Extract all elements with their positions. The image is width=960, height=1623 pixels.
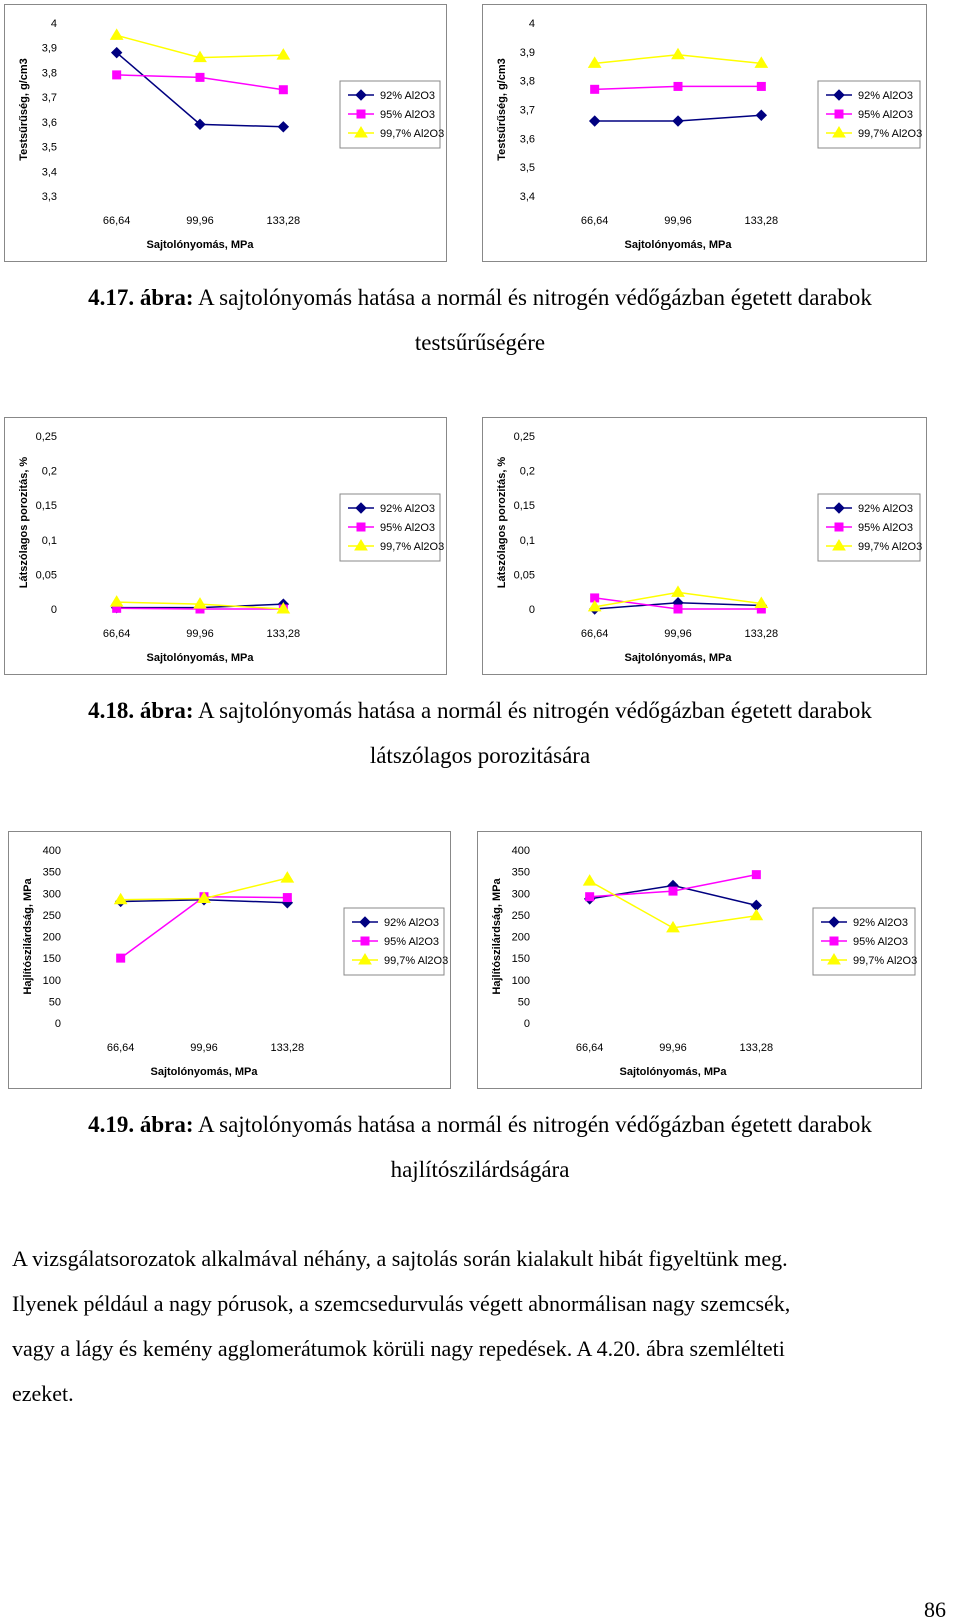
data-point xyxy=(586,893,594,901)
legend-entry: 92% Al2O3 xyxy=(858,503,914,515)
y-tick-label: 3,8 xyxy=(41,67,57,80)
caption-text-line2: hajlítószilárdságára xyxy=(390,1157,570,1182)
caption-4-18 xyxy=(0,688,960,778)
legend-entry: 99,7% Al2O3 xyxy=(380,128,445,140)
legend-entry: 95% Al2O3 xyxy=(380,522,436,534)
legend-entry: 95% Al2O3 xyxy=(858,522,914,534)
y-tick-label: 0,05 xyxy=(513,569,535,582)
data-point xyxy=(830,937,838,945)
chart-porosity-normal xyxy=(4,417,447,675)
chart-svg xyxy=(478,832,921,1088)
data-point xyxy=(757,82,765,90)
y-tick-label: 100 xyxy=(511,974,530,987)
y-tick-label: 0,15 xyxy=(513,500,535,513)
data-point xyxy=(669,887,677,895)
y-tick-label: 3,6 xyxy=(41,116,57,129)
x-tick-label: 66,64 xyxy=(102,628,131,640)
y-tick-label: 3,5 xyxy=(519,162,535,175)
y-tick-label: 400 xyxy=(511,845,530,857)
chart-density-normal xyxy=(4,4,447,262)
x-tick-label: 133,28 xyxy=(266,215,301,227)
y-tick-label: 300 xyxy=(42,888,61,901)
data-point xyxy=(835,110,843,118)
legend-entry: 92% Al2O3 xyxy=(380,503,436,515)
y-tick-label: 0 xyxy=(54,1018,61,1030)
y-tick-label: 3,8 xyxy=(519,75,535,88)
paragraph-line: vagy a lágy és kemény agglomerátumok körüli nagy repedések. A 4.20. ábra szemlélteti xyxy=(12,1336,785,1361)
chart-strength-normal xyxy=(8,831,451,1089)
y-tick-label: 150 xyxy=(42,953,61,966)
y-tick-label: 0 xyxy=(50,604,57,616)
data-point xyxy=(115,894,127,904)
page-number: 86 xyxy=(924,1597,946,1622)
legend-entry: 99,7% Al2O3 xyxy=(380,541,445,553)
x-tick-label: 66,64 xyxy=(580,215,609,227)
x-tick-label: 133,28 xyxy=(744,215,779,227)
y-axis-label: Látszólagos porozitás, % xyxy=(18,456,30,589)
y-axis-label: Testsűrűség, g/cm3 xyxy=(496,58,508,161)
caption-number: 4.19. xyxy=(88,1112,135,1137)
y-tick-label: 400 xyxy=(42,845,61,857)
data-point xyxy=(672,586,684,596)
data-point xyxy=(674,82,682,90)
y-tick-label: 50 xyxy=(48,996,61,1009)
data-point xyxy=(194,598,206,608)
data-point xyxy=(281,872,293,882)
chart-svg xyxy=(5,418,446,674)
y-tick-label: 3,3 xyxy=(41,191,57,203)
data-point xyxy=(113,71,121,79)
x-tick-label: 99,96 xyxy=(186,628,214,640)
legend-entry: 92% Al2O3 xyxy=(858,90,914,102)
data-point xyxy=(111,29,123,39)
legend-entry: 95% Al2O3 xyxy=(384,936,440,948)
body-paragraph xyxy=(12,1236,952,1416)
caption-text: A sajtolónyomás hatása a normál és nitrogén védőgázban égetett darabok xyxy=(198,698,872,723)
data-point xyxy=(196,73,204,81)
legend-entry: 92% Al2O3 xyxy=(380,90,436,102)
y-tick-label: 0,2 xyxy=(519,465,535,478)
x-tick-label: 66,64 xyxy=(580,628,609,640)
x-tick-label: 133,28 xyxy=(270,1042,305,1054)
data-point xyxy=(361,937,369,945)
x-axis-label: Sajtolónyomás, MPa xyxy=(619,1066,727,1078)
legend-entry: 95% Al2O3 xyxy=(858,109,914,121)
y-tick-label: 3,9 xyxy=(519,46,535,59)
y-tick-label: 100 xyxy=(42,974,61,987)
y-tick-label: 350 xyxy=(511,866,530,879)
chart-svg xyxy=(5,5,446,261)
y-tick-label: 0,15 xyxy=(35,500,57,513)
y-tick-label: 0,1 xyxy=(519,534,535,547)
y-tick-label: 150 xyxy=(511,953,530,966)
x-tick-label: 99,96 xyxy=(186,215,214,227)
caption-text: A sajtolónyomás hatása a normál és nitrogén védőgázban égetett darabok xyxy=(198,1112,872,1137)
caption-text-line2: testsűrűségére xyxy=(414,330,546,355)
paragraph-line: Ilyenek például a nagy pórusok, a szemcsedurvulás végett abnormálisan nagy szemcsék, xyxy=(12,1291,791,1316)
legend-entry: 92% Al2O3 xyxy=(853,917,909,929)
x-axis-label: Sajtolónyomás, MPa xyxy=(146,239,254,251)
x-tick-label: 133,28 xyxy=(739,1042,774,1054)
data-point xyxy=(756,110,766,120)
x-tick-label: 66,64 xyxy=(106,1042,135,1054)
data-point xyxy=(277,49,289,59)
caption-label: ábra: xyxy=(139,698,194,723)
x-axis-label: Sajtolónyomás, MPa xyxy=(624,652,732,664)
y-axis-label: Hajlítószilárdság, MPa xyxy=(491,878,503,995)
x-axis-label: Sajtolónyomás, MPa xyxy=(150,1066,258,1078)
data-point xyxy=(278,122,288,132)
chart-density-nitrogen xyxy=(482,4,927,262)
data-point xyxy=(590,116,600,126)
data-point xyxy=(357,110,365,118)
x-tick-label: 133,28 xyxy=(266,628,301,640)
caption-text: A sajtolónyomás hatása a normál és nitrogén védőgázban égetett darabok xyxy=(198,285,872,310)
data-point xyxy=(111,596,123,606)
x-axis-label: Sajtolónyomás, MPa xyxy=(624,239,732,251)
data-point xyxy=(584,875,596,885)
y-tick-label: 0,25 xyxy=(513,431,535,443)
y-axis-label: Testsűrűség, g/cm3 xyxy=(18,58,30,161)
y-tick-label: 250 xyxy=(42,909,61,922)
chart-svg xyxy=(9,832,450,1088)
legend-entry: 95% Al2O3 xyxy=(380,109,436,121)
y-tick-label: 4 xyxy=(50,18,57,30)
legend-entry: 95% Al2O3 xyxy=(853,936,909,948)
y-tick-label: 0 xyxy=(523,1018,530,1030)
y-tick-label: 3,7 xyxy=(41,92,57,105)
caption-4-19 xyxy=(0,1102,960,1192)
data-point xyxy=(357,523,365,531)
data-point xyxy=(591,85,599,93)
y-tick-label: 3,4 xyxy=(519,191,535,203)
y-tick-label: 300 xyxy=(511,888,530,901)
legend-entry: 99,7% Al2O3 xyxy=(858,128,923,140)
chart-strength-nitrogen xyxy=(477,831,922,1089)
caption-label: ábra: xyxy=(139,1112,194,1137)
x-tick-label: 99,96 xyxy=(664,215,692,227)
legend-entry: 99,7% Al2O3 xyxy=(858,541,923,553)
data-point xyxy=(283,894,291,902)
series-line xyxy=(117,53,284,127)
data-point xyxy=(673,116,683,126)
y-tick-label: 200 xyxy=(42,931,61,944)
y-tick-label: 250 xyxy=(511,909,530,922)
x-tick-label: 66,64 xyxy=(575,1042,604,1054)
paragraph-line: ezeket. xyxy=(12,1381,74,1406)
legend-entry: 92% Al2O3 xyxy=(384,917,440,929)
y-tick-label: 3,6 xyxy=(519,133,535,146)
caption-4-17 xyxy=(0,275,960,365)
y-tick-label: 0,25 xyxy=(35,431,57,443)
y-tick-label: 0,1 xyxy=(41,534,57,547)
x-tick-label: 133,28 xyxy=(744,628,779,640)
data-point xyxy=(674,605,682,613)
y-tick-label: 4 xyxy=(528,18,535,30)
y-tick-label: 3,5 xyxy=(41,141,57,154)
data-point xyxy=(279,86,287,94)
y-tick-label: 350 xyxy=(42,866,61,879)
y-tick-label: 0,05 xyxy=(35,569,57,582)
caption-text-line2: látszólagos porozitására xyxy=(369,743,591,768)
data-point xyxy=(750,910,762,920)
caption-label: ábra: xyxy=(139,285,194,310)
x-tick-label: 99,96 xyxy=(190,1042,218,1054)
y-axis-label: Hajlítószilárdság, MPa xyxy=(22,878,34,995)
y-tick-label: 3,9 xyxy=(41,42,57,55)
data-point xyxy=(752,871,760,879)
y-tick-label: 0 xyxy=(528,604,535,616)
chart-svg xyxy=(483,5,926,261)
data-point xyxy=(835,523,843,531)
chart-svg xyxy=(483,418,926,674)
y-tick-label: 3,4 xyxy=(41,166,57,179)
caption-number: 4.18. xyxy=(88,698,135,723)
legend-entry: 99,7% Al2O3 xyxy=(853,955,918,967)
legend-entry: 99,7% Al2O3 xyxy=(384,955,449,967)
x-tick-label: 66,64 xyxy=(102,215,131,227)
chart-porosity-nitrogen xyxy=(482,417,927,675)
y-tick-label: 0,2 xyxy=(41,465,57,478)
x-tick-label: 99,96 xyxy=(659,1042,687,1054)
x-axis-label: Sajtolónyomás, MPa xyxy=(146,652,254,664)
paragraph-line: A vizsgálatsorozatok alkalmával néhány, a sajtolás során kialakult hibát figyeltünk meg. xyxy=(12,1246,788,1271)
y-tick-label: 200 xyxy=(511,931,530,944)
x-tick-label: 99,96 xyxy=(664,628,692,640)
caption-number: 4.17. xyxy=(88,285,135,310)
series-line xyxy=(121,897,288,958)
y-tick-label: 3,7 xyxy=(519,104,535,117)
y-tick-label: 50 xyxy=(517,996,530,1009)
y-axis-label: Látszólagos porozitás, % xyxy=(496,456,508,589)
data-point xyxy=(672,49,684,59)
data-point xyxy=(117,954,125,962)
